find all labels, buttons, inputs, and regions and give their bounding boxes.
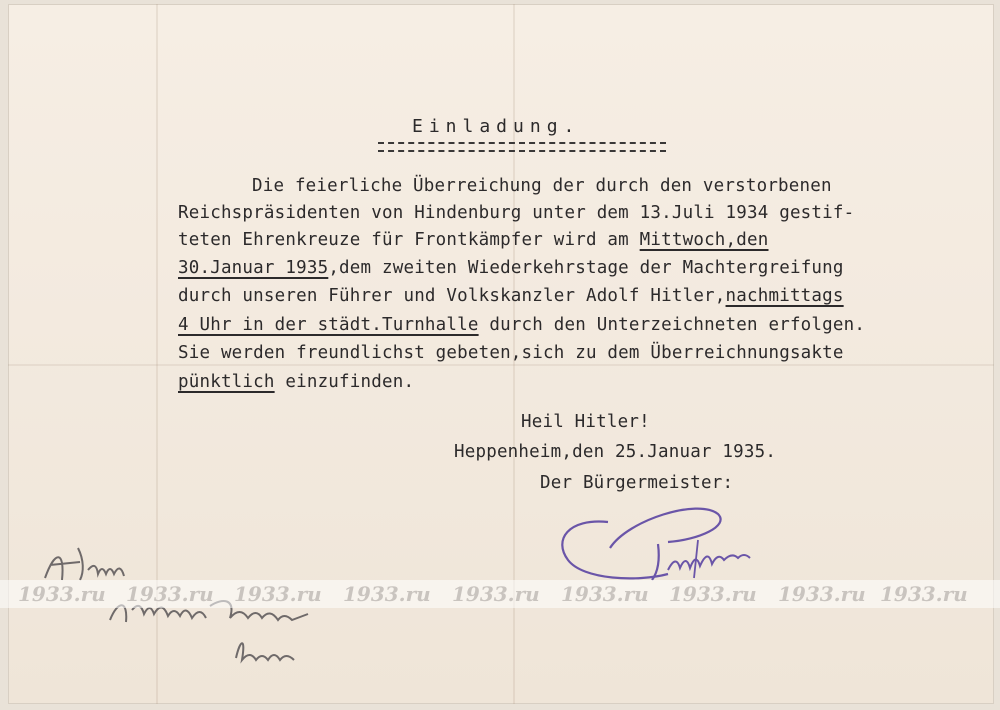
place-and-date: Heppenheim,den 25.Januar 1935. (454, 442, 777, 462)
watermark: 1933.ru (18, 582, 106, 606)
body-line-2: Reichspräsidenten von Hindenburg unter dem 13.Juli 1934 gestif- (178, 203, 855, 223)
body-text: ,dem zweiten Wiederkehrstage der Machtergreifung (328, 258, 844, 278)
body-text: einzufinden. (274, 372, 415, 392)
body-line-5 (178, 286, 844, 306)
watermark: 1933.ru (452, 582, 540, 606)
body-line-7: Sie werden freundlichst gebeten,sich zu dem Überreichnungsakte (178, 343, 844, 363)
underlined-weekday: Mittwoch,den (639, 230, 769, 250)
body-text: durch unseren Führer und Volkskanzler Adolf Hitler, (178, 286, 726, 306)
watermark: 1933.ru (880, 582, 968, 606)
watermark: 1933.ru (343, 582, 431, 606)
document-title: Einladung. (412, 116, 581, 137)
watermark: 1933.ru (669, 582, 757, 606)
mayor-signature (548, 500, 798, 590)
body-line-4 (178, 258, 844, 278)
closing-salutation: Heil Hitler! (521, 412, 650, 432)
body-text: teten Ehrenkreuze für Frontkämpfer wird am (178, 230, 640, 250)
underlined-time: nachmittags (725, 286, 844, 306)
body-line-6 (178, 315, 865, 335)
watermark: 1933.ru (778, 582, 866, 606)
body-line-1: Die feierliche Überreichung der durch den verstorbenen (252, 176, 832, 196)
title-double-underline (378, 142, 666, 152)
handwritten-address (40, 540, 380, 680)
watermark: 1933.ru (561, 582, 649, 606)
underlined-punctual: pünktlich (178, 372, 275, 392)
signatory-title: Der Bürgermeister: (540, 473, 734, 493)
body-text: durch den Unterzeichneten erfolgen. (478, 315, 866, 335)
watermark: 1933.ru (126, 582, 214, 606)
underlined-date: 30.Januar 1935 (178, 258, 329, 278)
body-line-8 (178, 372, 414, 392)
underlined-location: 4 Uhr in der städt.Turnhalle (178, 315, 479, 335)
body-line-3 (178, 230, 769, 250)
watermark: 1933.ru (234, 582, 322, 606)
fold-line (8, 364, 994, 366)
